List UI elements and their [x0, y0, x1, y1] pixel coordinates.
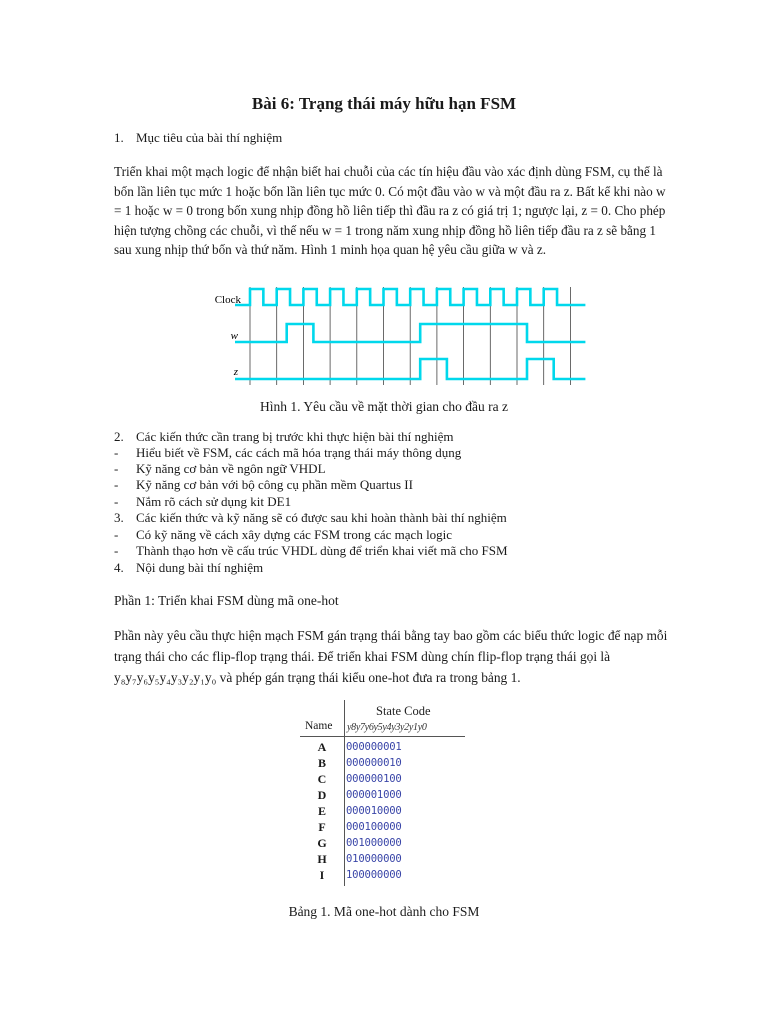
intro-line: sau xung nhịp thứ bốn và thứ năm. Hình 1 minh họa quan hệ yêu cầu giữa w và z.	[114, 242, 547, 258]
state-name: H	[317, 852, 327, 866]
state-name: D	[317, 788, 327, 802]
intro-line: hiện tượng chồng các chuỗi, vì thế nếu w = 1 trong năm xung nhịp đồng hồ liên tiếp đầu ra z sẽ bằng 1	[114, 222, 656, 238]
state-code: 001000000	[346, 837, 402, 849]
list-marker: -	[114, 477, 119, 492]
table-caption: Bảng 1. Mã one-hot dành cho FSM	[288, 904, 480, 919]
list-marker: -	[114, 461, 119, 476]
state-code: 000010000	[346, 805, 402, 817]
list-item	[114, 527, 452, 543]
z-label: z	[233, 366, 238, 378]
list-marker: 4.	[114, 560, 124, 575]
state-name: E	[317, 804, 326, 818]
table-row	[300, 836, 470, 852]
list-marker: 2.	[114, 429, 124, 444]
state-code-table	[300, 700, 470, 890]
list-item	[114, 445, 461, 461]
state-code: 100000000	[346, 869, 402, 881]
page-title: Bài 6: Trạng thái máy hữu hạn FSM	[251, 94, 517, 113]
list-text: Các kiến thức cần trang bị trước khi thực hiện bài thí nghiệm	[136, 429, 454, 444]
clock-waveform	[235, 289, 585, 305]
clock-label: Clock	[214, 294, 241, 306]
part1-line: y₈y₇y₆y₅y₄y₃y₂y₁y₀ và phép gán trạng thái kiểu one-hot đưa ra trong bảng 1.	[114, 670, 521, 685]
timing-diagram	[205, 283, 605, 388]
intro-line: Triển khai một mạch logic để nhận biết hai chuỗi của các tín hiệu đầu vào xác định dùng FSM, cụ thể là	[114, 164, 663, 179]
list-item	[114, 477, 413, 493]
table-row	[300, 868, 470, 884]
state-name: G	[317, 836, 327, 850]
intro-line: = 1 hoặc w = 0 trong bốn xung nhịp đồng hồ liên tiếp thì đầu ra z có giá trị 1; ngược lại, z = 0. Cho phép	[114, 203, 666, 219]
list-item	[114, 560, 263, 576]
state-name: C	[317, 772, 327, 786]
table-row	[300, 756, 470, 772]
list-marker: -	[114, 445, 119, 460]
part1-heading: Phần 1: Triển khai FSM dùng mã one-hot	[114, 593, 339, 608]
part1-line: Phần này yêu cầu thực hiện mạch FSM gán trạng thái bằng tay bao gồm các biểu thức logic để nạp mỗi	[114, 628, 668, 643]
list-text: Hiểu biết về FSM, các cách mã hóa trạng thái máy thông dụng	[136, 445, 462, 460]
intro-line: bốn lần liên tục mức 1 hoặc bốn lần liên tục mức 0. Có một đầu vào w và một đầu ra z. Bất kể khi nào w	[114, 183, 666, 199]
column-header-state-code: State Code	[376, 704, 431, 718]
column-header-name: Name	[305, 720, 333, 732]
column-header-bits: y8y7y6y5y4y3y2y1y0	[347, 722, 427, 733]
list-item	[114, 429, 454, 445]
state-code: 000001000	[346, 789, 402, 801]
state-code: 000000100	[346, 773, 402, 785]
table-row	[300, 820, 470, 836]
part1-line: trạng thái cho các flip-flop trạng thái. Để triển khai FSM dùng chín flip-flop trạng thái gọi là	[114, 649, 611, 664]
list-marker: -	[114, 543, 119, 558]
list-marker: -	[114, 527, 119, 542]
state-name: B	[317, 756, 326, 770]
list-text: Nội dung bài thí nghiệm	[136, 560, 264, 575]
state-name: A	[317, 740, 327, 754]
w-label: w	[230, 330, 238, 342]
list-text: Nắm rõ cách sử dụng kit DE1	[136, 494, 292, 509]
section-text: Mục tiêu của bài thí nghiệm	[136, 130, 283, 145]
list-text: Thành thạo hơn về cấu trúc VHDL dùng để triển khai viết mã cho FSM	[136, 543, 508, 558]
section-number: 1.	[114, 130, 124, 145]
list-text: Kỹ năng cơ bản về ngôn ngữ VHDL	[136, 461, 326, 476]
list-marker: 3.	[114, 510, 124, 525]
table-row	[300, 740, 470, 756]
list-text: Các kiến thức và kỹ năng sẽ có được sau khi hoàn thành bài thí nghiệm	[136, 510, 507, 525]
list-text: Kỹ năng cơ bản với bộ công cụ phần mềm Quartus II	[136, 477, 413, 492]
table-row	[300, 772, 470, 788]
table-row	[300, 804, 470, 820]
figure-caption: Hình 1. Yêu cầu về mặt thời gian cho đầu ra z	[259, 399, 509, 414]
list-item	[114, 461, 326, 477]
state-code: 000000001	[346, 741, 402, 753]
list-marker: -	[114, 494, 119, 509]
state-code: 000000010	[346, 757, 402, 769]
list-text: Có kỹ năng về cách xây dựng các FSM trong các mạch logic	[136, 527, 453, 542]
table-horizontal-rule	[300, 736, 465, 737]
state-code: 010000000	[346, 853, 402, 865]
list-item	[114, 510, 507, 526]
part1-paragraph	[114, 625, 676, 688]
list-item	[114, 494, 291, 510]
intro-paragraph	[114, 162, 676, 260]
list-item	[114, 543, 508, 559]
table-row	[300, 788, 470, 804]
table-row	[300, 852, 470, 868]
section-heading-objectives	[114, 130, 282, 146]
state-name: F	[318, 820, 326, 834]
state-name: I	[319, 868, 325, 882]
state-code: 000100000	[346, 821, 402, 833]
